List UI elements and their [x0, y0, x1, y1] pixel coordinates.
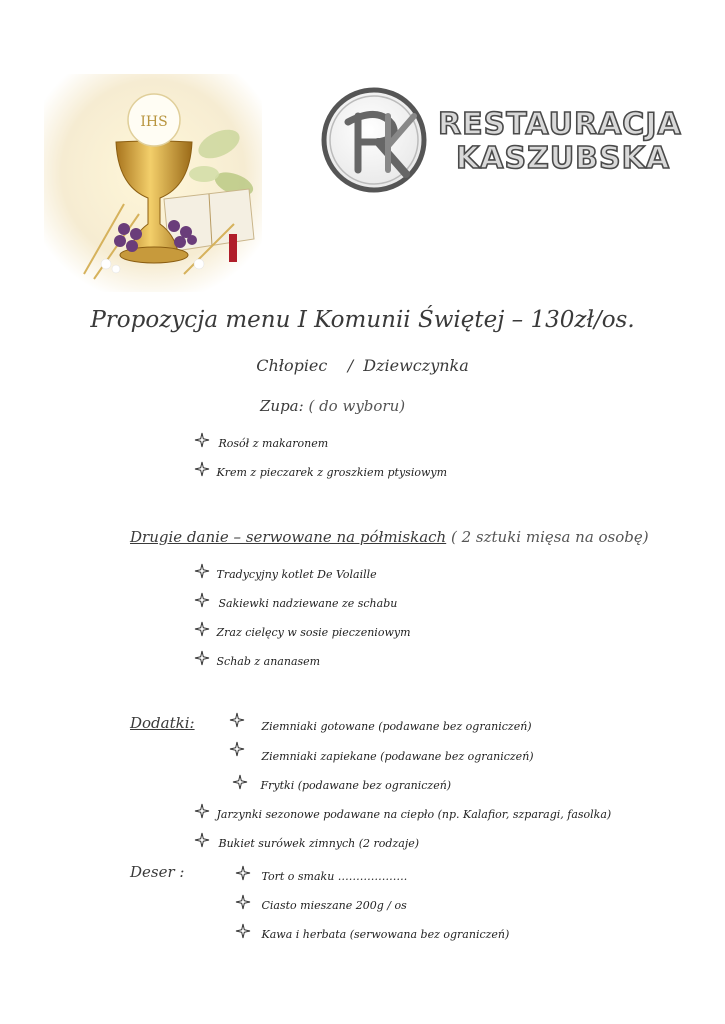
list-item: [230, 742, 534, 763]
four-point-star-icon: [195, 651, 209, 665]
four-point-star-icon: [230, 713, 244, 727]
soup-note: ( do wyboru): [303, 397, 406, 415]
four-point-star-icon: [230, 742, 244, 756]
list-item: [195, 462, 447, 479]
soup-heading: [260, 397, 405, 415]
four-point-star-icon: [195, 433, 209, 447]
sides-item-2: Ziemniaki zapiekane (podawane bez ograniczeń): [261, 750, 534, 763]
four-point-star-icon: [195, 593, 209, 607]
main-item-4: Schab z ananasem: [216, 655, 321, 668]
four-point-star-icon: [195, 564, 209, 578]
four-point-star-icon: [236, 895, 250, 909]
dessert-item-1: Tort o smaku ……………….: [261, 870, 408, 883]
main-item-3: Zraz cielęcy w sosie pieczeniowym: [216, 626, 411, 639]
list-item: [195, 804, 611, 821]
four-point-star-icon: [195, 462, 209, 476]
main-item-2: Sakiewki nadziewane ze schabu: [218, 597, 398, 610]
list-item: [236, 895, 407, 912]
list-item: [236, 924, 509, 941]
soup-heading-label: Zupa:: [260, 397, 304, 415]
main-heading: [130, 528, 649, 546]
svg-text:IHS: IHS: [140, 114, 168, 130]
four-point-star-icon: [195, 622, 209, 636]
menu-subtitle: Chłopiec / Dziewczynka: [256, 356, 469, 375]
main-heading-label: Drugie danie – serwowane na półmiskach: [130, 528, 447, 546]
dessert-item-3: Kawa i herbata (serwowana bez ograniczeń): [261, 928, 510, 941]
logo-line1: RESTAURACJA: [438, 107, 682, 142]
list-item: [195, 622, 411, 639]
sides-item-5: Bukiet surówek zimnych (2 rodzaje): [218, 837, 420, 850]
sides-heading: Dodatki:: [130, 714, 195, 732]
four-point-star-icon: [236, 924, 250, 938]
restaurant-logo: [318, 86, 682, 198]
list-item: [195, 593, 397, 610]
list-item: [230, 713, 532, 733]
list-item: [236, 866, 407, 883]
dessert-heading: Deser :: [130, 863, 185, 881]
four-point-star-icon: [236, 866, 250, 880]
list-item: [195, 651, 320, 668]
main-item-1: Tradycyjny kotlet De Volaille: [216, 568, 377, 581]
four-point-star-icon: [195, 833, 209, 847]
menu-title: Propozycja menu I Komunii Świętej – 130zł/os.: [90, 307, 635, 333]
list-item: [195, 433, 328, 450]
four-point-star-icon: [233, 775, 247, 789]
four-point-star-icon: [195, 804, 209, 818]
main-note: ( 2 sztuki mięsa na osobę): [446, 528, 649, 546]
dessert-item-2: Ciasto mieszane 200g / os: [261, 899, 407, 912]
sides-item-4: Jarzynki sezonowe podawane na ciepło (np. Kalafior, szparagi, fasolka): [216, 808, 612, 821]
sides-item-1: Ziemniaki gotowane (podawane bez ograniczeń): [261, 720, 532, 733]
chalice-illustration: [44, 74, 262, 292]
sides-item-3: Frytki (podawane bez ograniczeń): [260, 779, 452, 792]
list-item: [195, 564, 377, 581]
list-item: [195, 833, 419, 850]
list-item: [233, 775, 451, 792]
soup-item-2: Krem z pieczarek z groszkiem ptysiowym: [216, 466, 448, 479]
soup-item-1: Rosół z makaronem: [218, 437, 329, 450]
logo-line2: KASZUBSKA: [456, 141, 671, 176]
